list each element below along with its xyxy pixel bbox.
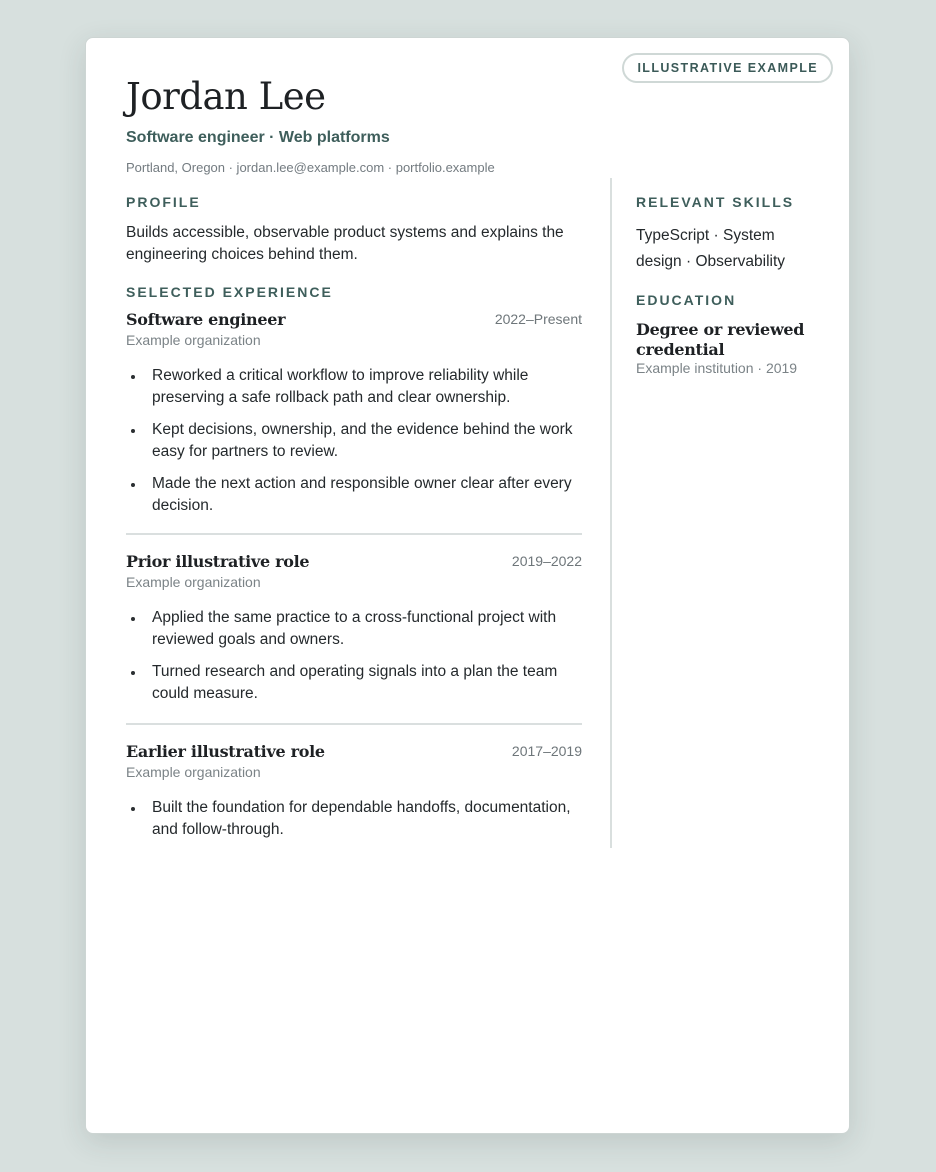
profile-heading: PROFILE bbox=[126, 194, 201, 210]
illustrative-example-badge: ILLUSTRATIVE EXAMPLE bbox=[622, 53, 833, 83]
job-bullets bbox=[126, 797, 582, 851]
skills-heading: RELEVANT SKILLS bbox=[636, 194, 795, 210]
experience-heading: SELECTED EXPERIENCE bbox=[126, 284, 333, 300]
sidebar-column bbox=[610, 178, 812, 848]
job-organization: Example organization bbox=[126, 574, 261, 590]
job-dates: 2017–2019 bbox=[511, 743, 582, 759]
job-dates: 2022–Present bbox=[494, 311, 582, 327]
job-bullet: Made the next action and responsible owner clear after every decision. bbox=[126, 473, 582, 517]
candidate-headline: Software engineer · Web platforms bbox=[126, 129, 390, 146]
job-bullets bbox=[126, 607, 582, 715]
resume-page bbox=[85, 37, 850, 1134]
job-organization: Example organization bbox=[126, 332, 261, 348]
job-bullet: Reworked a critical workflow to improve reliability while preserving a safe rollback path and clear ownership. bbox=[126, 365, 582, 409]
skills-list: TypeScript · System design · Observability bbox=[636, 227, 786, 270]
job-bullet: Turned research and operating signals into a plan the team could measure. bbox=[126, 661, 582, 705]
job-title: Earlier illustrative role bbox=[126, 742, 325, 761]
job-bullet: Built the foundation for dependable handoffs, documentation, and follow-through. bbox=[126, 797, 582, 841]
job-title: Software engineer bbox=[126, 310, 286, 329]
education-degree: Degree or reviewed credential bbox=[636, 320, 805, 359]
job-bullets bbox=[126, 365, 582, 527]
education-heading: EDUCATION bbox=[636, 292, 737, 308]
profile-text: Builds accessible, observable product systems and explains the engineering choices behind them. bbox=[126, 224, 564, 263]
job-organization: Example organization bbox=[126, 764, 261, 780]
job-divider bbox=[126, 723, 582, 725]
education-institution: Example institution · 2019 bbox=[636, 360, 798, 376]
job-dates: 2019–2022 bbox=[511, 553, 582, 569]
job-bullet: Applied the same practice to a cross-functional project with reviewed goals and owners. bbox=[126, 607, 582, 651]
job-divider bbox=[126, 533, 582, 535]
contact-line: Portland, Oregon · jordan.lee@example.com · portfolio.example bbox=[126, 160, 495, 175]
candidate-name: Jordan Lee bbox=[126, 75, 326, 118]
job-title: Prior illustrative role bbox=[126, 552, 310, 571]
job-bullet: Kept decisions, ownership, and the evidence behind the work easy for partners to review. bbox=[126, 419, 582, 463]
